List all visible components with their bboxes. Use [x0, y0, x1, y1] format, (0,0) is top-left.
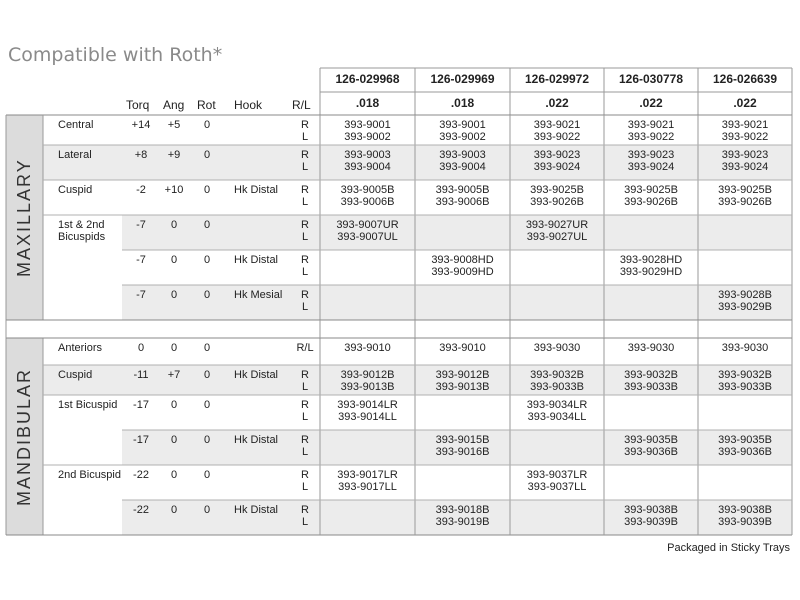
part-code: 393-9010 — [344, 342, 391, 354]
part-code: 393-9034LR 393-9034LL — [526, 399, 588, 423]
tooth-label: 1st & 2nd Bicuspids — [58, 219, 106, 243]
header-part-5: 126-026639 — [712, 72, 778, 86]
part-code: 393-9015B 393-9016B — [435, 434, 490, 458]
part-code: 393-9014LR 393-9014LL — [337, 399, 398, 423]
rl-value: R L — [301, 219, 309, 243]
part-code: 393-9018B 393-9019B — [435, 504, 490, 528]
ang-value: 0 — [170, 469, 178, 481]
rot-value: 0 — [203, 369, 211, 381]
section-label-mandibular: MANDIBULAR — [14, 367, 34, 506]
part-code: 393-9021 393-9022 — [533, 119, 581, 143]
torq-value: +8 — [134, 149, 148, 161]
header-part-4: 126-030778 — [618, 72, 684, 86]
rl-value: R L — [301, 184, 309, 208]
rot-value: 0 — [203, 119, 211, 131]
part-code: 393-9023 393-9024 — [627, 149, 675, 173]
header-hook: Hook — [234, 98, 263, 112]
torq-value: -2 — [136, 184, 146, 196]
part-code: 393-9025B 393-9026B — [624, 184, 678, 208]
torq-value: -22 — [133, 504, 149, 516]
tooth-label: 2nd Bicuspid — [58, 469, 121, 481]
tooth-label: 1st Bicuspid — [58, 399, 118, 411]
ang-value: +7 — [167, 369, 181, 381]
part-code: 393-9037LR 393-9037LL — [526, 469, 588, 493]
rl-value: R L — [301, 434, 309, 458]
part-code: 393-9025B 393-9026B — [530, 184, 584, 208]
ang-value: 0 — [170, 289, 178, 301]
header-rl: R/L — [292, 98, 311, 112]
rot-value: 0 — [203, 289, 211, 301]
part-code: 393-9030 — [533, 342, 581, 354]
rl-value: R L — [301, 399, 309, 423]
part-code: 393-9008HD 393-9009HD — [431, 254, 494, 278]
rl-value: R L — [301, 254, 309, 278]
rl-value: R L — [301, 289, 309, 313]
part-code: 393-9035B 393-9036B — [624, 434, 678, 458]
rl-value: R L — [301, 504, 309, 528]
rl-value: R L — [301, 119, 309, 143]
rot-value: 0 — [203, 504, 211, 516]
part-code: 393-9032B 393-9033B — [718, 369, 772, 393]
part-code: 393-9012B 393-9013B — [435, 369, 490, 393]
ang-value: 0 — [170, 434, 178, 446]
header-part-3: 126-029972 — [524, 72, 590, 86]
part-code: 393-9023 393-9024 — [533, 149, 581, 173]
header-slot-3: .022 — [545, 96, 569, 110]
header-slot-2: .018 — [450, 96, 475, 110]
rot-value: 0 — [203, 149, 211, 161]
rl-value: R L — [301, 369, 309, 393]
part-code: 393-9005B 393-9006B — [435, 184, 490, 208]
tooth-label: Anteriors — [58, 342, 103, 354]
tooth-label: Cuspid — [58, 184, 93, 196]
rl-value: R/L — [296, 342, 314, 354]
ang-value: +9 — [167, 149, 181, 161]
hook-value: Hk Distal — [234, 434, 279, 446]
part-code: 393-9001 393-9002 — [439, 119, 486, 143]
torq-value: -7 — [136, 254, 146, 266]
part-code: 393-9025B 393-9026B — [718, 184, 772, 208]
hook-value: Hk Distal — [234, 184, 279, 196]
rot-value: 0 — [203, 399, 211, 411]
section-label-maxillary: MAXILLARY — [14, 158, 34, 277]
ang-value: 0 — [170, 399, 178, 411]
hook-value: Hk Distal — [234, 504, 279, 516]
page-title: Compatible with Roth* — [8, 44, 223, 66]
part-code: 393-9021 393-9022 — [627, 119, 675, 143]
rl-value: R L — [301, 149, 309, 173]
rl-value: R L — [301, 469, 309, 493]
rot-value: 0 — [203, 184, 211, 196]
hook-value: Hk Distal — [234, 369, 279, 381]
part-code: 393-9010 — [439, 342, 486, 354]
part-code: 393-9028HD 393-9029HD — [619, 254, 683, 278]
part-code: 393-9021 393-9022 — [721, 119, 769, 143]
torq-value: -22 — [133, 469, 149, 481]
part-code: 393-9035B 393-9036B — [718, 434, 772, 458]
hook-value: Hk Mesial — [234, 289, 283, 301]
part-code: 393-9005B 393-9006B — [340, 184, 395, 208]
part-code: 393-9038B 393-9039B — [718, 504, 772, 528]
part-code: 393-9038B 393-9039B — [624, 504, 678, 528]
part-code: 393-9032B 393-9033B — [530, 369, 584, 393]
header-part-1: 126-029968 — [335, 72, 400, 86]
torq-value: 0 — [137, 342, 145, 354]
ang-value: +10 — [164, 184, 184, 196]
part-code: 393-9001 393-9002 — [344, 119, 391, 143]
ang-value: 0 — [170, 342, 178, 354]
header-part-2: 126-029969 — [430, 72, 495, 86]
part-code: 393-9003 393-9004 — [344, 149, 391, 173]
ang-value: +5 — [167, 119, 181, 131]
torq-value: -7 — [136, 289, 146, 301]
part-code: 393-9003 393-9004 — [439, 149, 486, 173]
header-ang: Ang — [163, 98, 185, 112]
part-code: 393-9028B 393-9029B — [718, 289, 772, 313]
part-code: 393-9032B 393-9033B — [624, 369, 678, 393]
ang-value: 0 — [170, 504, 178, 516]
header-torq: Torq — [126, 98, 150, 112]
rot-value: 0 — [203, 342, 211, 354]
rot-value: 0 — [203, 434, 211, 446]
torq-value: -11 — [133, 369, 149, 381]
torq-value: -17 — [133, 399, 149, 411]
torq-value: -7 — [136, 219, 146, 231]
part-code: 393-9017LR 393-9017LL — [337, 469, 398, 493]
part-code: 393-9012B 393-9013B — [340, 369, 395, 393]
part-code: 393-9007UR 393-9007UL — [336, 219, 399, 243]
ang-value: 0 — [170, 219, 178, 231]
tooth-label: Cuspid — [58, 369, 93, 381]
footer-note: Packaged in Sticky Trays — [667, 542, 790, 554]
hook-value: Hk Distal — [234, 254, 279, 266]
tooth-label: Lateral — [58, 149, 92, 161]
torq-value: +14 — [131, 119, 151, 131]
header-slot-4: .022 — [639, 96, 663, 110]
rot-value: 0 — [203, 254, 211, 266]
part-code: 393-9023 393-9024 — [721, 149, 769, 173]
rot-value: 0 — [203, 219, 211, 231]
header-slot-5: .022 — [733, 96, 757, 110]
part-code: 393-9030 — [721, 342, 769, 354]
ang-value: 0 — [170, 254, 178, 266]
header-slot-1: .018 — [355, 96, 380, 110]
rot-value: 0 — [203, 469, 211, 481]
tooth-label: Central — [58, 119, 94, 131]
torq-value: -17 — [133, 434, 149, 446]
header-rot: Rot — [197, 98, 216, 112]
part-code: 393-9027UR 393-9027UL — [525, 219, 589, 243]
part-code: 393-9030 — [627, 342, 675, 354]
